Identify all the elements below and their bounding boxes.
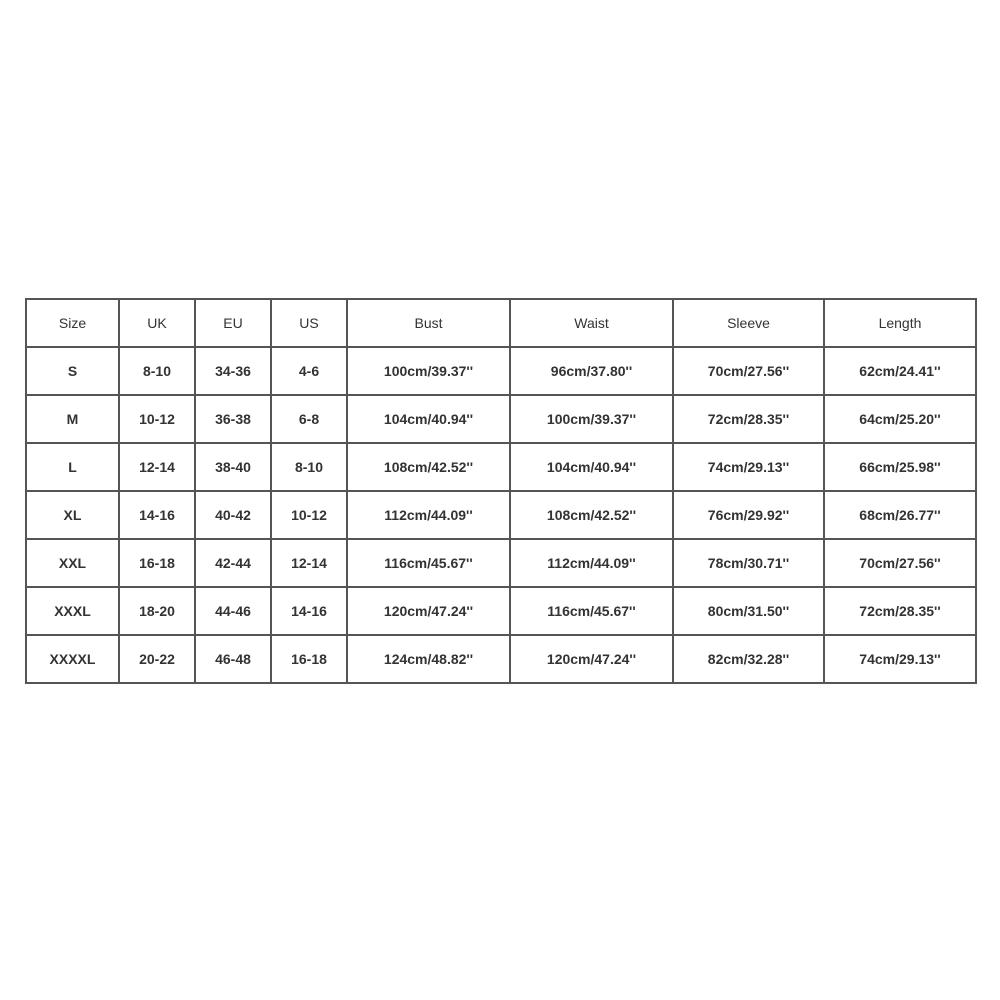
cell-bust: 104cm/40.94'' [347,395,510,443]
cell-bust: 108cm/42.52'' [347,443,510,491]
cell-us: 10-12 [271,491,347,539]
cell-sleeve: 82cm/32.28'' [673,635,824,683]
cell-uk: 8-10 [119,347,195,395]
cell-eu: 40-42 [195,491,271,539]
cell-waist: 120cm/47.24'' [510,635,673,683]
cell-uk: 16-18 [119,539,195,587]
cell-uk: 10-12 [119,395,195,443]
cell-bust: 116cm/45.67'' [347,539,510,587]
table-row [26,539,976,587]
header-eu: EU [195,299,271,347]
header-uk: UK [119,299,195,347]
cell-length: 74cm/29.13'' [824,635,976,683]
cell-waist: 116cm/45.67'' [510,587,673,635]
cell-sleeve: 72cm/28.35'' [673,395,824,443]
cell-size: S [26,347,119,395]
cell-size: XXXL [26,587,119,635]
cell-waist: 100cm/39.37'' [510,395,673,443]
cell-size: L [26,443,119,491]
cell-sleeve: 76cm/29.92'' [673,491,824,539]
cell-waist: 104cm/40.94'' [510,443,673,491]
cell-size: XXL [26,539,119,587]
size-chart-table [25,298,977,684]
cell-bust: 124cm/48.82'' [347,635,510,683]
cell-us: 14-16 [271,587,347,635]
cell-us: 6-8 [271,395,347,443]
cell-eu: 42-44 [195,539,271,587]
cell-length: 68cm/26.77'' [824,491,976,539]
cell-length: 72cm/28.35'' [824,587,976,635]
header-length: Length [824,299,976,347]
cell-waist: 112cm/44.09'' [510,539,673,587]
cell-waist: 96cm/37.80'' [510,347,673,395]
cell-sleeve: 78cm/30.71'' [673,539,824,587]
cell-us: 8-10 [271,443,347,491]
table-row [26,635,976,683]
header-waist: Waist [510,299,673,347]
cell-bust: 112cm/44.09'' [347,491,510,539]
cell-size: XL [26,491,119,539]
cell-size: XXXXL [26,635,119,683]
cell-sleeve: 80cm/31.50'' [673,587,824,635]
cell-waist: 108cm/42.52'' [510,491,673,539]
cell-length: 62cm/24.41'' [824,347,976,395]
cell-length: 70cm/27.56'' [824,539,976,587]
cell-uk: 14-16 [119,491,195,539]
cell-us: 12-14 [271,539,347,587]
cell-eu: 44-46 [195,587,271,635]
cell-length: 64cm/25.20'' [824,395,976,443]
table-row [26,347,976,395]
table-row [26,587,976,635]
header-size: Size [26,299,119,347]
cell-bust: 120cm/47.24'' [347,587,510,635]
cell-uk: 12-14 [119,443,195,491]
cell-eu: 46-48 [195,635,271,683]
cell-uk: 20-22 [119,635,195,683]
cell-eu: 38-40 [195,443,271,491]
cell-eu: 34-36 [195,347,271,395]
cell-length: 66cm/25.98'' [824,443,976,491]
cell-uk: 18-20 [119,587,195,635]
table-row [26,395,976,443]
cell-sleeve: 70cm/27.56'' [673,347,824,395]
table-row [26,491,976,539]
header-us: US [271,299,347,347]
cell-size: M [26,395,119,443]
cell-bust: 100cm/39.37'' [347,347,510,395]
header-bust: Bust [347,299,510,347]
header-sleeve: Sleeve [673,299,824,347]
header-row [26,299,976,347]
cell-us: 16-18 [271,635,347,683]
cell-eu: 36-38 [195,395,271,443]
cell-sleeve: 74cm/29.13'' [673,443,824,491]
cell-us: 4-6 [271,347,347,395]
table-row [26,443,976,491]
